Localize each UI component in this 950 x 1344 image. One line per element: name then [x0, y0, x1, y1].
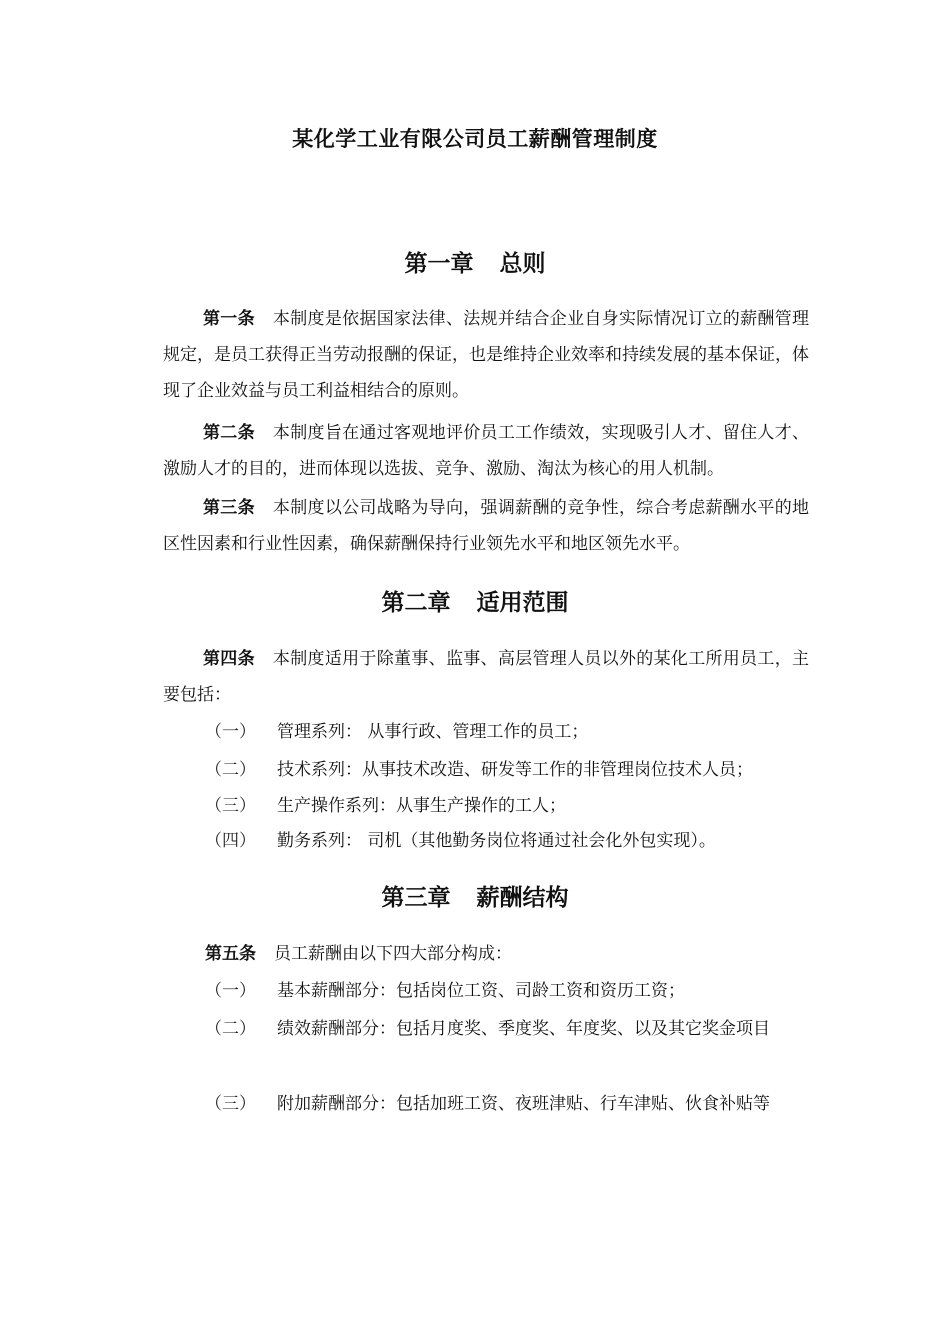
article-text: 本制度旨在通过客观地评价员工工作绩效，实现吸引人才、留住人才、激励人才的目的，进而体现以选拔、竞争、激励、淘汰为核心的用人机制。	[163, 423, 810, 479]
scope-item-3	[205, 790, 815, 822]
article-label: 第四条	[203, 649, 255, 669]
chapter-label: 第二章	[381, 589, 451, 616]
scope-item-4	[205, 825, 815, 857]
scope-item-2	[205, 754, 815, 786]
article-text: 员工薪酬由以下四大部分构成：	[274, 944, 512, 964]
article-label: 第二条	[203, 423, 255, 443]
chapter-heading-3	[0, 882, 950, 914]
article-2	[163, 415, 809, 487]
chapter-heading-1	[0, 248, 950, 280]
article-text: 本制度适用于除董事、监事、高层管理人员以外的某化工所用员工，主要包括：	[163, 649, 810, 705]
article-label: 第五条	[205, 944, 256, 964]
scope-item-1	[205, 716, 815, 748]
chapter-name: 适用范围	[476, 589, 569, 616]
structure-item-1	[205, 975, 815, 1007]
item-text: 生产操作系列：从事生产操作的工人；	[277, 796, 566, 816]
item-number: （四）	[205, 831, 256, 851]
article-text: 本制度以公司战略为导向，强调薪酬的竞争性，综合考虑薪酬水平的地区性因素和行业性因素，确保薪酬保持行业领先水平和地区领先水平。	[163, 498, 810, 554]
item-number: （二）	[205, 1019, 256, 1039]
chapter-label: 第一章	[404, 250, 474, 277]
chapter-name: 薪酬结构	[476, 884, 569, 911]
article-label: 第一条	[203, 309, 255, 329]
item-number: （一）	[205, 722, 256, 742]
structure-item-2	[205, 1013, 815, 1045]
item-number: （一）	[205, 981, 256, 1001]
item-number: （三）	[205, 796, 256, 816]
item-number: （三）	[205, 1094, 256, 1114]
item-text: 基本薪酬部分：包括岗位工资、司龄工资和资历工资；	[277, 981, 685, 1001]
item-text: 技术系列：从事技术改造、研发等工作的非管理岗位技术人员；	[277, 760, 753, 780]
item-text: 附加薪酬部分：包括加班工资、夜班津贴、行车津贴、伙食补贴等	[277, 1094, 770, 1114]
chapter-heading-2	[0, 587, 950, 619]
article-label: 第三条	[203, 498, 255, 518]
chapter-name: 总则	[499, 250, 546, 277]
article-5	[205, 938, 815, 970]
item-text: 绩效薪酬部分：包括月度奖、季度奖、年度奖、以及其它奖金项目	[277, 1019, 770, 1039]
item-text: 管理系列： 从事行政、管理工作的员工；	[277, 722, 589, 742]
article-3	[163, 490, 809, 562]
article-4	[163, 641, 809, 713]
structure-item-3	[205, 1088, 815, 1120]
article-1	[163, 301, 809, 409]
item-text: 勤务系列： 司机（其他勤务岗位将通过社会化外包实现）。	[277, 831, 716, 851]
article-text: 本制度是依据国家法律、法规并结合企业自身实际情况订立的薪酬管理规定，是员工获得正当劳动报酬的保证，也是维持企业效率和持续发展的基本保证，体现了企业效益与员工利益相结合的原则。	[163, 309, 810, 401]
document-title: 某化学工业有限公司员工薪酬管理制度	[292, 126, 658, 151]
item-number: （二）	[205, 760, 256, 780]
chapter-label: 第三章	[381, 884, 451, 911]
